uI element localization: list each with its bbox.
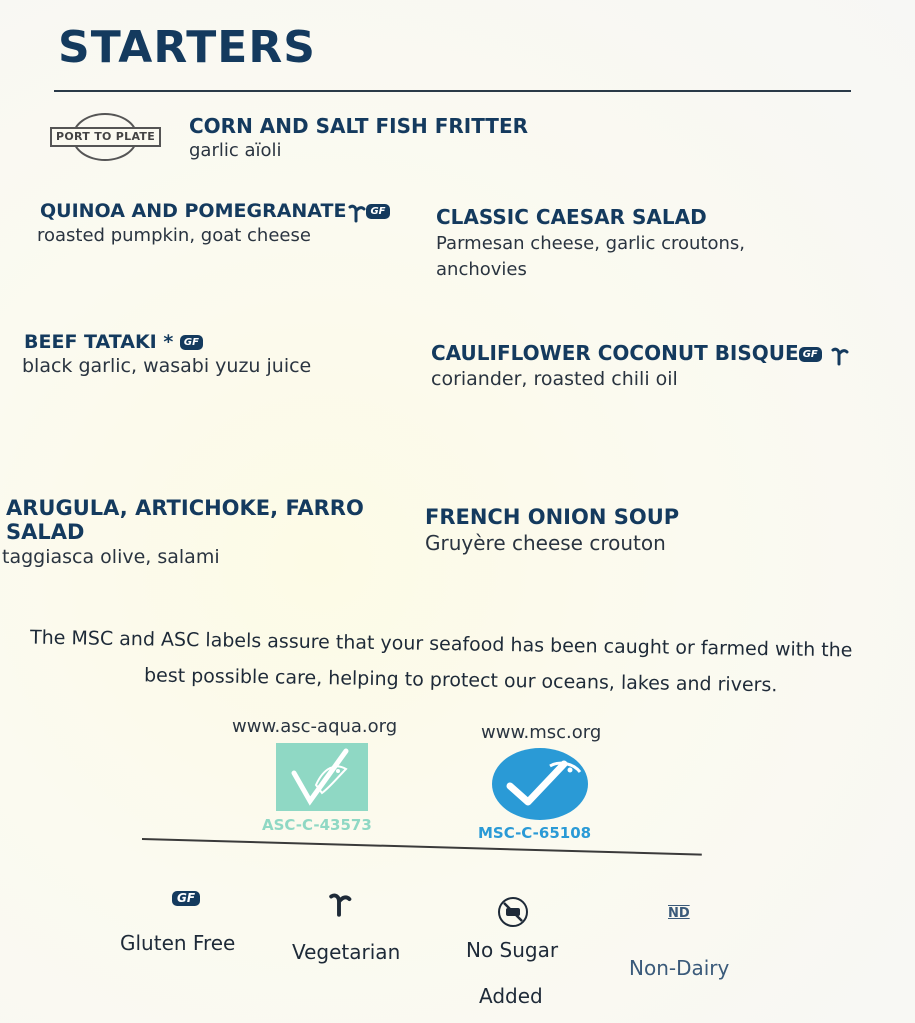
item-description: black garlic, wasabi yuzu juice	[22, 355, 312, 377]
sustainability-note	[5, 619, 876, 705]
menu-item	[431, 341, 849, 390]
menu-item	[425, 505, 679, 555]
item-description: Gruyère cheese crouton	[425, 531, 666, 555]
vegetarian-icon	[346, 201, 366, 223]
msc-fish-icon	[490, 746, 590, 822]
item-name: CORN AND SALT FISH FRITTER	[189, 114, 529, 138]
menu-item	[37, 200, 390, 246]
item-name: SALAD	[6, 520, 85, 544]
gluten-free-icon: GF	[366, 204, 389, 219]
item-name-row	[40, 200, 390, 223]
note-line-2: best possible care, helping to protect our oceans, lakes and rivers.	[143, 664, 778, 697]
port-to-plate-logo	[50, 113, 163, 163]
item-name: CAULIFLOWER COCONUT BISQUE	[431, 341, 799, 365]
menu-item	[2, 496, 364, 568]
vegetarian-icon	[326, 888, 352, 918]
legend-divider	[142, 838, 702, 856]
msc-logo	[490, 746, 590, 822]
item-name-row	[431, 341, 849, 366]
port-logo-text: PORT TO PLATE	[50, 127, 161, 147]
vegetarian-icon	[829, 344, 849, 366]
item-name: BEEF TATAKI *	[24, 331, 174, 353]
title-divider	[54, 90, 851, 92]
gluten-free-icon: GF	[180, 335, 203, 350]
item-description: roasted pumpkin, goat cheese	[37, 224, 311, 246]
msc-url[interactable]: www.msc.org	[481, 722, 602, 743]
non-dairy-icon: ND	[668, 906, 690, 921]
item-name: QUINOA AND POMEGRANATE	[40, 200, 347, 222]
no-sugar-icon	[497, 896, 529, 928]
legend-label: Added	[479, 984, 543, 1008]
menu-item	[24, 331, 311, 377]
item-name: ARUGULA, ARTICHOKE, FARRO	[6, 496, 364, 520]
item-name: FRENCH ONION SOUP	[425, 505, 680, 529]
asc-logo	[276, 743, 368, 811]
legend-label: No Sugar	[466, 938, 559, 962]
menu-item	[436, 205, 816, 283]
menu-item	[189, 114, 528, 161]
legend-label: Vegetarian	[292, 940, 401, 964]
gluten-free-icon	[172, 888, 200, 907]
item-description: garlic aïoli	[189, 140, 282, 161]
asc-url[interactable]: www.asc-aqua.org	[232, 716, 398, 737]
item-description: Parmesan cheese, garlic croutons, anchovies	[436, 233, 746, 280]
section-title: STARTERS	[58, 22, 316, 73]
note-line-1: The MSC and ASC labels assure that your seafood has been caught or farmed with the	[29, 626, 853, 662]
item-description: taggiasca olive, salami	[2, 546, 220, 568]
item-name: CLASSIC CAESAR SALAD	[436, 205, 707, 229]
item-name-row	[24, 331, 311, 353]
asc-code: ASC-C-43573	[262, 816, 372, 834]
item-description: coriander, roasted chili oil	[431, 367, 678, 390]
legend-label: Gluten Free	[120, 931, 236, 955]
legend-label: Non-Dairy	[629, 956, 730, 980]
msc-code: MSC-C-65108	[478, 824, 592, 842]
asc-check-fish-icon	[276, 743, 368, 811]
gf-badge: GF	[172, 891, 200, 906]
gluten-free-icon: GF	[799, 347, 822, 362]
